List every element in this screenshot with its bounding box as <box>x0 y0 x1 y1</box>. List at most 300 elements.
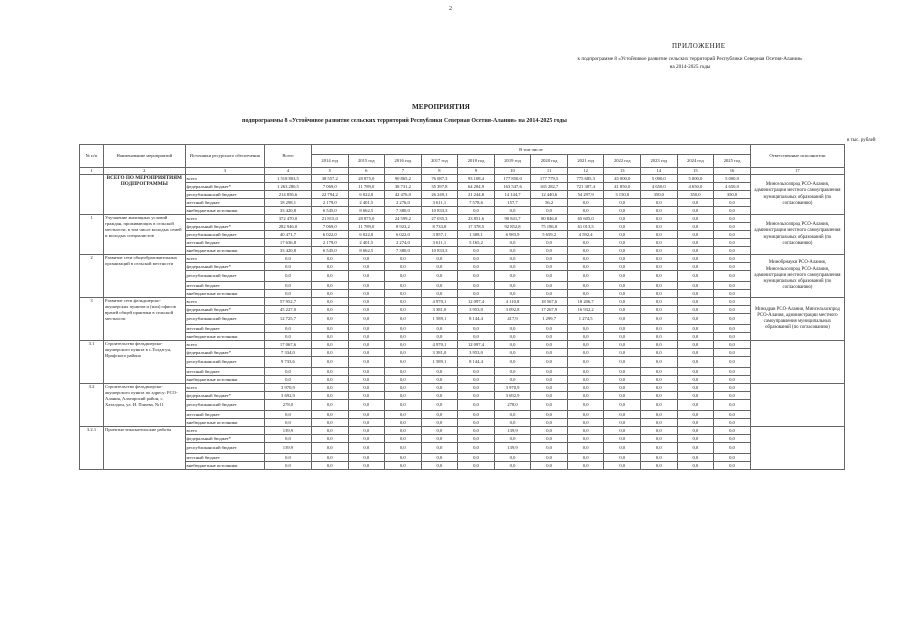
year-value: 5 000,0 <box>641 175 678 183</box>
year-value: 0,0 <box>641 384 678 392</box>
year-value: 0,0 <box>311 411 348 419</box>
year-value: 0,0 <box>714 306 751 314</box>
year-value: 0,0 <box>567 435 604 443</box>
year-value: 0,0 <box>458 462 495 470</box>
year-value: 0,0 <box>567 349 604 357</box>
year-value: 0,0 <box>604 443 641 454</box>
year-value: 0,0 <box>458 290 495 298</box>
year-value: 0,0 <box>494 271 531 282</box>
year-value: 11 789,0 <box>348 183 385 191</box>
table-row <box>80 435 845 443</box>
year-value: 0,0 <box>604 325 641 333</box>
year-value: 0,0 <box>494 263 531 271</box>
year-value: 0,0 <box>641 231 678 239</box>
total-value: 0,0 <box>264 333 311 341</box>
column-number: 10 <box>494 168 531 175</box>
year-value: 0,0 <box>604 263 641 271</box>
year-value: 0,0 <box>641 215 678 223</box>
table-row <box>80 341 845 349</box>
table-row <box>80 207 845 215</box>
year-value: 1 299,7 <box>531 314 568 325</box>
year-value: 6 545,0 <box>311 207 348 215</box>
total-value: 40 471,7 <box>264 231 311 239</box>
year-value: 0,0 <box>714 443 751 454</box>
year-value: 3 611,1 <box>421 239 458 247</box>
table-row <box>80 199 845 207</box>
funding-source: федеральный бюджет* <box>185 306 264 314</box>
year-value: 0,0 <box>531 263 568 271</box>
year-value: 0,0 <box>531 341 568 349</box>
total-value: 7 334,0 <box>264 349 311 357</box>
year-value: 0,0 <box>531 392 568 400</box>
appendix-subtitle <box>540 56 840 71</box>
year-value: 0,0 <box>567 368 604 376</box>
year-value: 0,0 <box>714 400 751 411</box>
column-number: 5 <box>311 168 348 175</box>
year-value: 0,0 <box>604 435 641 443</box>
year-value: 0,0 <box>567 443 604 454</box>
table-row <box>80 357 845 368</box>
year-value: 1 589,1 <box>421 314 458 325</box>
year-value: 11 789,0 <box>348 223 385 231</box>
unit-note: в тыс. рублей <box>847 138 876 143</box>
year-value: 0,0 <box>348 411 385 419</box>
year-value: 139,9 <box>494 443 531 454</box>
year-value: 0,0 <box>531 384 568 392</box>
table-row <box>80 290 845 298</box>
year-value: 0,0 <box>641 290 678 298</box>
year-value: 0,0 <box>677 427 714 435</box>
year-value: 0,0 <box>348 443 385 454</box>
year-value: 0,0 <box>604 400 641 411</box>
year-value: 0,0 <box>421 454 458 462</box>
year-value: 0,0 <box>311 263 348 271</box>
year-value: 0,0 <box>677 462 714 470</box>
year-value: 8 662,5 <box>348 247 385 255</box>
item-number: 1 <box>80 215 104 255</box>
year-value: 0,0 <box>348 255 385 263</box>
year-value: 0,0 <box>531 443 568 454</box>
year-value: 0,0 <box>714 223 751 231</box>
year-value: 139,9 <box>494 427 531 435</box>
year-value: 0,0 <box>421 263 458 271</box>
funding-source: внебюджетные источники <box>185 290 264 298</box>
year-value: 0,0 <box>604 392 641 400</box>
year-value: 45 000,0 <box>604 175 641 183</box>
year-value: 0,0 <box>311 314 348 325</box>
year-value: 2 274,0 <box>385 239 422 247</box>
total-value: 33 420,8 <box>264 207 311 215</box>
year-value: 0,0 <box>677 263 714 271</box>
year-value: 90 865,2 <box>385 175 422 183</box>
year-value: 0,0 <box>677 454 714 462</box>
year-value: 0,0 <box>348 435 385 443</box>
year-value: 0,0 <box>421 376 458 384</box>
table-row <box>80 392 845 400</box>
table-row <box>80 333 845 341</box>
year-value: 0,0 <box>641 263 678 271</box>
responsible-executors <box>750 384 844 427</box>
year-value: 38 731,2 <box>385 183 422 191</box>
year-value: 0,0 <box>458 443 495 454</box>
table-row <box>80 376 845 384</box>
funding-source: местный бюджет <box>185 411 264 419</box>
table-row <box>80 384 845 392</box>
year-value: 0,0 <box>311 357 348 368</box>
year-value: 0,0 <box>348 357 385 368</box>
column-number: 4 <box>264 168 311 175</box>
year-value: 3 692,9 <box>494 392 531 400</box>
year-value: 8 144,4 <box>458 314 495 325</box>
year-value: 7 069,0 <box>311 223 348 231</box>
year-value: 93 108,4 <box>458 175 495 183</box>
year-value: 5 659,2 <box>531 231 568 239</box>
year-value: 0,0 <box>421 325 458 333</box>
year-value: 3 381,0 <box>421 349 458 357</box>
header-year: 2014 год <box>311 155 348 168</box>
year-value: 350,0 <box>677 191 714 199</box>
year-value: 0,0 <box>641 349 678 357</box>
year-value: 0,0 <box>677 392 714 400</box>
funding-source: внебюджетные источники <box>185 247 264 255</box>
year-value: 0,0 <box>458 325 495 333</box>
year-value: 0,0 <box>641 357 678 368</box>
year-value: 0,0 <box>714 298 751 306</box>
year-value: 12 440,6 <box>531 191 568 199</box>
year-value: 0,0 <box>677 255 714 263</box>
year-value: 0,0 <box>311 392 348 400</box>
year-value: 0,0 <box>641 239 678 247</box>
year-value: 0,0 <box>677 306 714 314</box>
year-value: 22 794,2 <box>311 191 348 199</box>
header-year: 2021 год <box>567 155 604 168</box>
year-value: 0,0 <box>385 341 422 349</box>
year-value: 0,0 <box>714 263 751 271</box>
funding-source: федеральный бюджет* <box>185 263 264 271</box>
year-value: 0,0 <box>494 454 531 462</box>
year-value: 350,0 <box>641 191 678 199</box>
year-value: 0,0 <box>677 376 714 384</box>
year-value: 0,0 <box>348 349 385 357</box>
year-value: 3 953,0 <box>458 349 495 357</box>
year-value: 65 605,0 <box>567 215 604 223</box>
header-incl: В том числе <box>311 145 750 155</box>
year-value: 0,0 <box>641 325 678 333</box>
year-value: 0,0 <box>531 271 568 282</box>
funding-source: республиканский бюджет <box>185 443 264 454</box>
year-value: 4 650,0 <box>641 183 678 191</box>
table-row <box>80 462 845 470</box>
year-value: 0,0 <box>348 333 385 341</box>
total-value: 0,0 <box>264 325 311 333</box>
year-value: 0,0 <box>311 400 348 411</box>
year-value: 0,0 <box>421 384 458 392</box>
year-value: 12 097,4 <box>458 298 495 306</box>
year-value: 0,0 <box>494 325 531 333</box>
year-value: 7 069,0 <box>311 183 348 191</box>
year-value: 0,0 <box>604 290 641 298</box>
funding-source: всего <box>185 215 264 223</box>
responsible-executors <box>750 427 844 470</box>
total-value: 3 970,9 <box>264 384 311 392</box>
year-value: 0,0 <box>458 419 495 427</box>
year-value: 35 397,8 <box>421 183 458 191</box>
total-value: 1 518 803,5 <box>264 175 311 183</box>
year-value: 0,0 <box>641 199 678 207</box>
year-value: 0,0 <box>567 400 604 411</box>
item-number <box>80 175 104 215</box>
year-value: 417,9 <box>494 314 531 325</box>
funding-source: внебюджетные источники <box>185 333 264 341</box>
table-row <box>80 271 845 282</box>
year-value: 0,0 <box>311 368 348 376</box>
year-value: 0,0 <box>714 333 751 341</box>
year-value: 0,0 <box>714 290 751 298</box>
total-value: 3 692,9 <box>264 392 311 400</box>
year-value: 75 186,8 <box>531 223 568 231</box>
year-value: 0,0 <box>458 368 495 376</box>
funding-source: местный бюджет <box>185 325 264 333</box>
year-value: 0,0 <box>494 376 531 384</box>
total-value: 17 067,6 <box>264 341 311 349</box>
year-value: 0,0 <box>604 282 641 290</box>
year-value: 0,0 <box>311 376 348 384</box>
year-value: 0,0 <box>494 290 531 298</box>
year-value: 0,0 <box>385 368 422 376</box>
year-value: 0,0 <box>714 368 751 376</box>
year-value: 721 387,4 <box>567 183 604 191</box>
header-year: 2017 год <box>421 155 458 168</box>
appendix-line-1: к подпрограмме 8 «Устойчивое развитие сельских территорий Республики Северная Осетия-Алания» <box>577 56 803 62</box>
year-value: 0,0 <box>311 349 348 357</box>
year-value: 0,0 <box>641 271 678 282</box>
year-value: 0,0 <box>421 419 458 427</box>
table-row <box>80 349 845 357</box>
total-value: 18 298,1 <box>264 199 311 207</box>
year-value: 0,0 <box>348 341 385 349</box>
total-value: 139,9 <box>264 427 311 435</box>
year-value: 0,0 <box>604 239 641 247</box>
year-value: 0,0 <box>531 325 568 333</box>
funding-source: внебюджетные источники <box>185 207 264 215</box>
year-value: 0,0 <box>385 306 422 314</box>
year-value: 0,0 <box>714 357 751 368</box>
funding-source: федеральный бюджет* <box>185 183 264 191</box>
year-value: 0,0 <box>567 282 604 290</box>
column-number: 13 <box>604 168 641 175</box>
year-value: 0,0 <box>604 255 641 263</box>
year-value: 61 013,5 <box>567 223 604 231</box>
year-value: 0,0 <box>604 223 641 231</box>
year-value: 0,0 <box>641 333 678 341</box>
year-value: 0,0 <box>567 290 604 298</box>
year-value: 3 381,0 <box>421 306 458 314</box>
year-value: 0,0 <box>421 400 458 411</box>
total-value: 45 227,0 <box>264 306 311 314</box>
year-value: 0,0 <box>677 239 714 247</box>
year-value: 0,0 <box>494 349 531 357</box>
year-value: 0,0 <box>714 282 751 290</box>
year-value: 0,0 <box>604 341 641 349</box>
year-value: 6 022,0 <box>311 231 348 239</box>
year-value: 0,0 <box>385 325 422 333</box>
header-no: № п/п <box>80 145 104 168</box>
total-value: 0,0 <box>264 368 311 376</box>
year-value: 0,0 <box>385 298 422 306</box>
year-value: 0,0 <box>348 290 385 298</box>
year-value: 0,0 <box>348 454 385 462</box>
table-row <box>80 325 845 333</box>
funding-source: федеральный бюджет* <box>185 349 264 357</box>
year-value: 0,0 <box>677 400 714 411</box>
year-value: 0,0 <box>567 419 604 427</box>
year-value: 0,0 <box>567 392 604 400</box>
year-value: 0,0 <box>458 411 495 419</box>
year-value: 0,0 <box>421 392 458 400</box>
year-value: 0,0 <box>641 392 678 400</box>
year-value: 0,0 <box>641 298 678 306</box>
funding-source: республиканский бюджет <box>185 357 264 368</box>
year-value: 80 846,0 <box>531 215 568 223</box>
year-value: 0,0 <box>714 384 751 392</box>
responsible-executors: Минсельхозпрод РСО-Алания, администрации местного самоуправления муниципальных образований (по согласованию) <box>750 215 844 255</box>
year-value: 0,0 <box>567 207 604 215</box>
year-value: 0,0 <box>714 199 751 207</box>
funding-source: всего <box>185 175 264 183</box>
table-row <box>80 191 845 199</box>
year-value: 0,0 <box>641 255 678 263</box>
appendix-line-2: на 2014-2025 годы <box>669 63 711 70</box>
year-value: 0,0 <box>458 376 495 384</box>
table-row <box>80 263 845 271</box>
funding-source: всего <box>185 255 264 263</box>
document-subheading: подпрограммы 8 «Устойчивое развитие сельских территорий Республики Северная Осетия-Алания» на 2014-2025 годы <box>242 118 567 124</box>
year-value: 0,0 <box>714 435 751 443</box>
year-value: 0,0 <box>385 392 422 400</box>
table-row <box>80 255 845 263</box>
table-row <box>80 183 845 191</box>
year-value: 0,0 <box>604 333 641 341</box>
table-row <box>80 306 845 314</box>
funding-source: федеральный бюджет* <box>185 223 264 231</box>
year-value: 0,0 <box>531 454 568 462</box>
year-value: 0,0 <box>677 314 714 325</box>
year-value: 0,0 <box>677 443 714 454</box>
year-value: 0,0 <box>567 255 604 263</box>
year-value: 41 850,0 <box>604 183 641 191</box>
year-value: 0,0 <box>311 255 348 263</box>
header-name: Наименование мероприятий <box>104 145 186 168</box>
year-value: 0,0 <box>385 384 422 392</box>
year-value: 0,0 <box>567 199 604 207</box>
year-value: 0,0 <box>677 247 714 255</box>
year-value: 16 932,2 <box>567 306 604 314</box>
year-value: 0,0 <box>348 384 385 392</box>
table-row <box>80 368 845 376</box>
table-row <box>80 247 845 255</box>
year-value: 0,0 <box>311 427 348 435</box>
column-number: 11 <box>531 168 568 175</box>
year-value: 0,0 <box>421 333 458 341</box>
appendix-title: ПРИЛОЖЕНИЕ <box>672 42 726 50</box>
table-row <box>80 443 845 454</box>
year-value: 0,0 <box>567 454 604 462</box>
year-value: 0,0 <box>604 306 641 314</box>
year-value: 6 022,0 <box>348 191 385 199</box>
year-value: 27 035,3 <box>421 215 458 223</box>
total-value: 0,0 <box>264 376 311 384</box>
item-number: 3.2 <box>80 384 104 427</box>
year-value: 12 097,4 <box>458 341 495 349</box>
funding-source: местный бюджет <box>185 239 264 247</box>
header-resp: Ответственные исполнители <box>750 145 844 168</box>
year-value: 0,0 <box>604 247 641 255</box>
year-value: 0,0 <box>458 435 495 443</box>
year-value: 0,0 <box>385 427 422 435</box>
funding-source: местный бюджет <box>185 282 264 290</box>
year-value: 0,0 <box>531 349 568 357</box>
header-year: 2025 год <box>714 155 751 168</box>
responsible-executors <box>750 341 844 384</box>
year-value: 90 841,7 <box>494 215 531 223</box>
year-value: 10 833,3 <box>421 247 458 255</box>
year-value: 0,0 <box>458 263 495 271</box>
year-value: 0,0 <box>604 199 641 207</box>
measure-name: Улучшение жилищных условий граждан, проживающих в сельской местности, в том числе молодых семей и молодых специалистов <box>104 215 186 255</box>
funding-source: федеральный бюджет* <box>185 435 264 443</box>
year-value: 0,0 <box>311 333 348 341</box>
year-value: 0,0 <box>677 349 714 357</box>
year-value: 17 267,9 <box>531 306 568 314</box>
year-value: 0,0 <box>458 271 495 282</box>
column-number: 14 <box>641 168 678 175</box>
year-value: 0,0 <box>567 333 604 341</box>
year-value: 0,0 <box>641 454 678 462</box>
year-value: 0,0 <box>531 247 568 255</box>
year-value: 0,0 <box>604 207 641 215</box>
year-value: 0,0 <box>348 282 385 290</box>
year-value: 0,0 <box>641 435 678 443</box>
year-value: 0,0 <box>531 255 568 263</box>
year-value: 0,0 <box>348 368 385 376</box>
item-number: 3.1 <box>80 341 104 384</box>
year-value: 2 179,0 <box>311 199 348 207</box>
year-value: 0,0 <box>567 247 604 255</box>
year-value: 163 547,6 <box>494 183 531 191</box>
column-number: 1 <box>80 168 104 175</box>
funding-source: республиканский бюджет <box>185 191 264 199</box>
year-value: 165 282,7 <box>531 183 568 191</box>
year-value: 0,0 <box>641 368 678 376</box>
total-value: 1 263 280,5 <box>264 183 311 191</box>
year-value: 0,0 <box>641 247 678 255</box>
year-value: 28 875,0 <box>348 215 385 223</box>
year-value: 0,0 <box>714 341 751 349</box>
year-value: 0,0 <box>714 215 751 223</box>
year-value: 0,0 <box>421 411 458 419</box>
year-value: 4 592,4 <box>567 231 604 239</box>
year-value: 0,0 <box>604 411 641 419</box>
year-value: 0,0 <box>531 419 568 427</box>
year-value: 0,0 <box>458 427 495 435</box>
funding-source: всего <box>185 427 264 435</box>
year-value: 10 833,3 <box>421 207 458 215</box>
year-value: 6 545,0 <box>311 247 348 255</box>
year-value: 7 380,0 <box>385 247 422 255</box>
year-value: 0,0 <box>714 462 751 470</box>
year-value: 4 970,1 <box>421 341 458 349</box>
year-value: 0,0 <box>641 400 678 411</box>
